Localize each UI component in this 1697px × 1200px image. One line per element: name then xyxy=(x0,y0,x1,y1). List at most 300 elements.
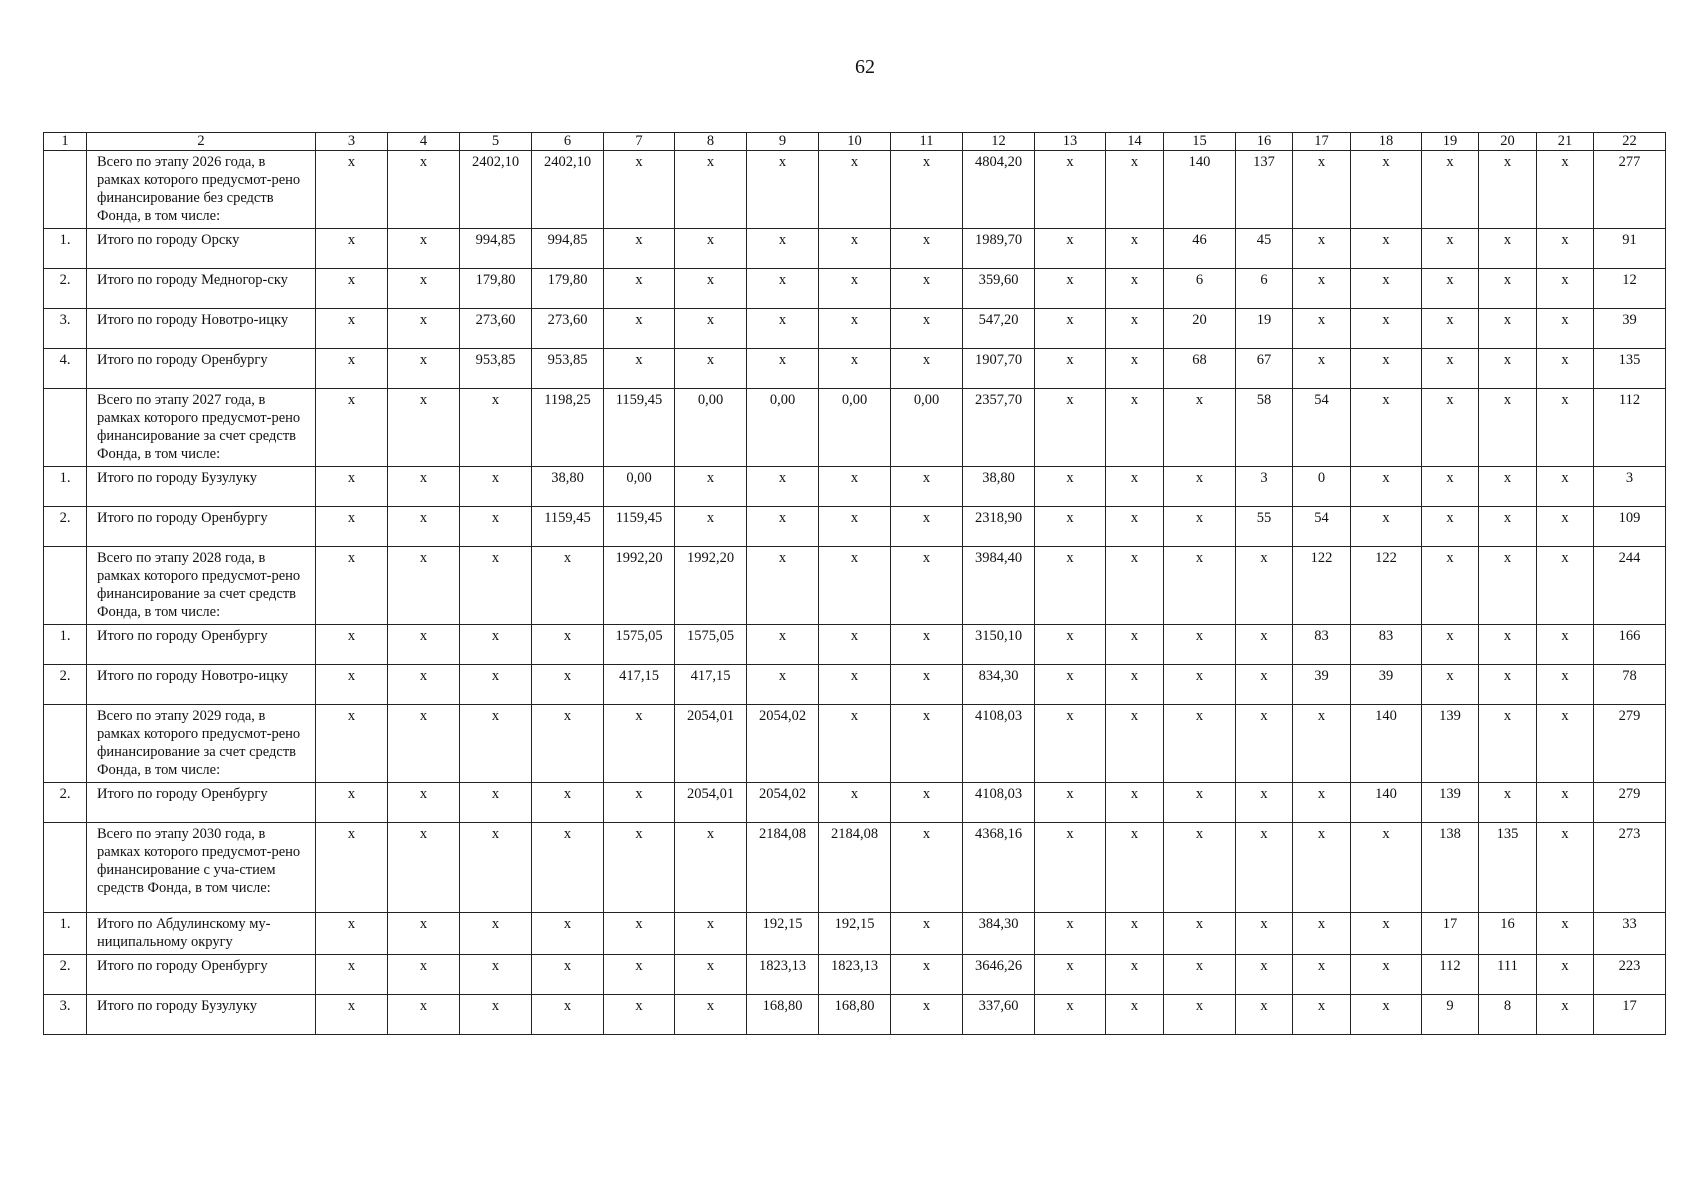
table-cell: 122 xyxy=(1293,547,1351,625)
table-cell: 2054,02 xyxy=(747,705,819,783)
table-cell: х xyxy=(1422,625,1479,665)
table-cell: х xyxy=(604,309,675,349)
table-cell: х xyxy=(316,823,388,913)
table-cell: х xyxy=(675,995,747,1035)
table-cell: х xyxy=(1537,705,1594,783)
table-cell: х xyxy=(1236,995,1293,1035)
table-cell: х xyxy=(1422,229,1479,269)
table-cell: х xyxy=(675,349,747,389)
table-cell: 139 xyxy=(1422,705,1479,783)
table-row xyxy=(44,229,1666,269)
data-table xyxy=(43,132,1666,1035)
table-cell: х xyxy=(891,913,963,955)
table-cell: х xyxy=(1293,955,1351,995)
table-cell: х xyxy=(1293,349,1351,389)
table-cell: 279 xyxy=(1594,705,1666,783)
table-cell: х xyxy=(1479,507,1537,547)
table-cell: х xyxy=(1422,269,1479,309)
header-row xyxy=(44,133,1666,151)
row-name: Итого по городу Оренбургу xyxy=(87,783,316,823)
table-cell: х xyxy=(604,705,675,783)
table-cell: х xyxy=(316,547,388,625)
table-cell: х xyxy=(1236,913,1293,955)
table-cell: х xyxy=(1351,389,1422,467)
table-cell: х xyxy=(891,269,963,309)
table-cell: х xyxy=(1293,913,1351,955)
table-cell: х xyxy=(532,705,604,783)
table-cell: 2054,02 xyxy=(747,783,819,823)
table-cell: х xyxy=(1422,665,1479,705)
table-cell: х xyxy=(1035,151,1106,229)
table-cell: х xyxy=(388,269,460,309)
table-cell: 109 xyxy=(1594,507,1666,547)
table-cell: 3984,40 xyxy=(963,547,1035,625)
table-cell: 1159,45 xyxy=(604,507,675,547)
table-cell: 192,15 xyxy=(819,913,891,955)
table-cell: 1575,05 xyxy=(675,625,747,665)
table-cell: х xyxy=(1164,665,1236,705)
table-cell: х xyxy=(1106,269,1164,309)
table-cell: х xyxy=(819,229,891,269)
table-cell: 1823,13 xyxy=(747,955,819,995)
table-cell: х xyxy=(819,309,891,349)
table-row xyxy=(44,547,1666,625)
column-header: 15 xyxy=(1164,133,1236,151)
table-row xyxy=(44,389,1666,467)
table-row xyxy=(44,309,1666,349)
column-header: 12 xyxy=(963,133,1035,151)
table-cell: х xyxy=(1236,665,1293,705)
table-cell: 547,20 xyxy=(963,309,1035,349)
table-cell: х xyxy=(891,955,963,995)
table-cell: 140 xyxy=(1351,783,1422,823)
table-cell: 2184,08 xyxy=(747,823,819,913)
table-cell: х xyxy=(604,349,675,389)
table-cell: х xyxy=(604,913,675,955)
table-cell: 0 xyxy=(1293,467,1351,507)
column-header: 10 xyxy=(819,133,891,151)
table-cell: 3646,26 xyxy=(963,955,1035,995)
table-cell: 58 xyxy=(1236,389,1293,467)
table-cell: х xyxy=(891,995,963,1035)
table-cell: х xyxy=(1537,507,1594,547)
row-name: Итого по городу Орску xyxy=(87,229,316,269)
table-cell: 834,30 xyxy=(963,665,1035,705)
table-cell: 112 xyxy=(1594,389,1666,467)
column-header: 9 xyxy=(747,133,819,151)
table-cell: х xyxy=(1351,823,1422,913)
table-cell: 39 xyxy=(1594,309,1666,349)
table-cell: 1992,20 xyxy=(604,547,675,625)
table-cell: 17 xyxy=(1594,995,1666,1035)
table-cell: х xyxy=(460,507,532,547)
table-cell: 2054,01 xyxy=(675,705,747,783)
table-cell: х xyxy=(388,823,460,913)
table-cell: х xyxy=(1351,507,1422,547)
row-number: 1. xyxy=(44,625,87,665)
table-cell: х xyxy=(1106,547,1164,625)
table-cell: х xyxy=(1164,913,1236,955)
table-row xyxy=(44,349,1666,389)
table-cell: х xyxy=(1479,625,1537,665)
table-cell: 9 xyxy=(1422,995,1479,1035)
table-cell: х xyxy=(388,705,460,783)
table-row xyxy=(44,913,1666,955)
table-cell: х xyxy=(460,995,532,1035)
table-cell: х xyxy=(1537,467,1594,507)
table-cell: х xyxy=(460,705,532,783)
table-cell: х xyxy=(532,547,604,625)
table-cell: х xyxy=(675,823,747,913)
table-cell: 20 xyxy=(1164,309,1236,349)
column-header: 22 xyxy=(1594,133,1666,151)
table-cell: х xyxy=(460,665,532,705)
table-cell: 140 xyxy=(1164,151,1236,229)
table-cell: х xyxy=(1164,783,1236,823)
table-cell: х xyxy=(1035,783,1106,823)
row-number: 1. xyxy=(44,229,87,269)
table-cell: х xyxy=(460,783,532,823)
table-cell: 46 xyxy=(1164,229,1236,269)
table-cell: 67 xyxy=(1236,349,1293,389)
table-cell: 179,80 xyxy=(532,269,604,309)
table-cell: х xyxy=(1035,467,1106,507)
row-name: Всего по этапу 2027 года, в рамках которого предусмот-рено финансирование за счет средств Фонда, в том числе: xyxy=(87,389,316,467)
table-cell: х xyxy=(891,665,963,705)
table-cell: х xyxy=(675,309,747,349)
table-cell: х xyxy=(460,625,532,665)
column-header: 14 xyxy=(1106,133,1164,151)
table-cell: х xyxy=(1479,783,1537,823)
table-cell: х xyxy=(1106,705,1164,783)
table-cell: х xyxy=(1035,913,1106,955)
table-cell: х xyxy=(891,547,963,625)
table-cell: х xyxy=(1293,783,1351,823)
table-cell: х xyxy=(819,547,891,625)
row-name: Итого по городу Бузулуку xyxy=(87,995,316,1035)
table-cell: х xyxy=(388,665,460,705)
row-name: Всего по этапу 2029 года, в рамках которого предусмот-рено финансирование за счет средств Фонда, в том числе: xyxy=(87,705,316,783)
row-name: Итого по городу Оренбургу xyxy=(87,349,316,389)
table-cell: х xyxy=(532,913,604,955)
table-cell: 4108,03 xyxy=(963,705,1035,783)
table-cell: х xyxy=(891,467,963,507)
table-cell: х xyxy=(1537,309,1594,349)
table-cell: 1198,25 xyxy=(532,389,604,467)
column-header: 20 xyxy=(1479,133,1537,151)
table-cell: х xyxy=(1537,913,1594,955)
table-cell: 0,00 xyxy=(604,467,675,507)
table-cell: х xyxy=(1422,349,1479,389)
table-cell: х xyxy=(1422,151,1479,229)
row-number: 3. xyxy=(44,995,87,1035)
table-cell: 4804,20 xyxy=(963,151,1035,229)
table-cell: 17 xyxy=(1422,913,1479,955)
table-cell: х xyxy=(1537,665,1594,705)
table-cell: х xyxy=(819,467,891,507)
table-cell: х xyxy=(1422,309,1479,349)
table-cell: х xyxy=(1106,995,1164,1035)
table-cell: х xyxy=(1537,995,1594,1035)
table-cell: х xyxy=(316,349,388,389)
table-cell: х xyxy=(316,995,388,1035)
table-cell: х xyxy=(388,995,460,1035)
table-cell: х xyxy=(1422,389,1479,467)
page-number: 62 xyxy=(855,56,875,78)
table-cell: х xyxy=(1106,625,1164,665)
table-cell: 0,00 xyxy=(747,389,819,467)
table-cell: х xyxy=(675,955,747,995)
table-cell: х xyxy=(1422,507,1479,547)
table-cell: х xyxy=(1035,547,1106,625)
table-cell: х xyxy=(388,229,460,269)
table-cell: х xyxy=(1537,625,1594,665)
table-cell: х xyxy=(1035,349,1106,389)
table-row xyxy=(44,823,1666,913)
table-cell: 140 xyxy=(1351,705,1422,783)
table-cell: х xyxy=(1035,955,1106,995)
table-cell: х xyxy=(1422,467,1479,507)
table-row xyxy=(44,151,1666,229)
table-cell: х xyxy=(1351,913,1422,955)
table-cell: 38,80 xyxy=(963,467,1035,507)
table-cell: х xyxy=(1106,507,1164,547)
table-cell: 55 xyxy=(1236,507,1293,547)
table-cell: х xyxy=(819,665,891,705)
table-cell: х xyxy=(604,995,675,1035)
column-header: 17 xyxy=(1293,133,1351,151)
table-cell: 337,60 xyxy=(963,995,1035,1035)
table-row xyxy=(44,955,1666,995)
table-cell: х xyxy=(316,705,388,783)
table-cell: х xyxy=(891,229,963,269)
table-cell: х xyxy=(604,151,675,229)
table-cell: 277 xyxy=(1594,151,1666,229)
table-cell: 953,85 xyxy=(460,349,532,389)
table-cell: х xyxy=(1537,823,1594,913)
table-row xyxy=(44,783,1666,823)
table-cell: 0,00 xyxy=(675,389,747,467)
table-cell: х xyxy=(747,151,819,229)
table-cell: х xyxy=(388,913,460,955)
table-cell: х xyxy=(1106,151,1164,229)
table-cell: х xyxy=(891,823,963,913)
table-cell: х xyxy=(675,269,747,309)
table-cell: х xyxy=(604,955,675,995)
table-cell: х xyxy=(316,507,388,547)
table-cell: х xyxy=(1236,547,1293,625)
table-cell: 1159,45 xyxy=(604,389,675,467)
table-cell: х xyxy=(1479,389,1537,467)
table-cell: 33 xyxy=(1594,913,1666,955)
table-cell: х xyxy=(1035,507,1106,547)
row-number xyxy=(44,389,87,467)
table-cell: х xyxy=(316,229,388,269)
table-cell: х xyxy=(891,309,963,349)
table-cell: х xyxy=(747,309,819,349)
table-cell: х xyxy=(819,625,891,665)
row-number xyxy=(44,823,87,913)
column-header: 16 xyxy=(1236,133,1293,151)
table-cell: х xyxy=(891,625,963,665)
table-cell: х xyxy=(532,625,604,665)
table-cell: х xyxy=(1293,995,1351,1035)
column-header: 3 xyxy=(316,133,388,151)
table-cell: 273 xyxy=(1594,823,1666,913)
table-row xyxy=(44,995,1666,1035)
table-cell: х xyxy=(1293,229,1351,269)
table-cell: х xyxy=(388,955,460,995)
table-cell: х xyxy=(891,151,963,229)
table-cell: х xyxy=(604,269,675,309)
table-cell: х xyxy=(1035,823,1106,913)
table-cell: х xyxy=(1035,625,1106,665)
row-number: 2. xyxy=(44,269,87,309)
row-number: 2. xyxy=(44,665,87,705)
table-cell: 139 xyxy=(1422,783,1479,823)
table-cell: х xyxy=(460,823,532,913)
table-cell: 68 xyxy=(1164,349,1236,389)
table-cell: х xyxy=(1106,783,1164,823)
table-cell: 6 xyxy=(1236,269,1293,309)
table-cell: 39 xyxy=(1293,665,1351,705)
table-cell: 1575,05 xyxy=(604,625,675,665)
table-cell: 16 xyxy=(1479,913,1537,955)
column-header: 13 xyxy=(1035,133,1106,151)
row-number xyxy=(44,151,87,229)
table-cell: х xyxy=(532,955,604,995)
table-cell: х xyxy=(747,625,819,665)
column-header: 1 xyxy=(44,133,87,151)
table-cell: х xyxy=(1351,309,1422,349)
table-cell: х xyxy=(891,507,963,547)
table-cell: 244 xyxy=(1594,547,1666,625)
table-cell: х xyxy=(1351,955,1422,995)
table-cell: 994,85 xyxy=(532,229,604,269)
table-cell: 1159,45 xyxy=(532,507,604,547)
row-number: 4. xyxy=(44,349,87,389)
table-cell: х xyxy=(1479,547,1537,625)
table-cell: 137 xyxy=(1236,151,1293,229)
column-header: 4 xyxy=(388,133,460,151)
row-name: Итого по городу Новотро-ицку xyxy=(87,665,316,705)
table-cell: 359,60 xyxy=(963,269,1035,309)
table-row xyxy=(44,665,1666,705)
table-cell: х xyxy=(1479,229,1537,269)
table-cell: х xyxy=(604,783,675,823)
row-number: 1. xyxy=(44,467,87,507)
table-cell: х xyxy=(675,151,747,229)
table-cell: х xyxy=(819,783,891,823)
table-cell: х xyxy=(388,625,460,665)
table-cell: х xyxy=(388,389,460,467)
table-cell: х xyxy=(1479,665,1537,705)
table-cell: х xyxy=(604,823,675,913)
table-cell: х xyxy=(1035,269,1106,309)
table-cell: х xyxy=(1479,705,1537,783)
table-cell: 417,15 xyxy=(604,665,675,705)
row-name: Итого по городу Оренбургу xyxy=(87,955,316,995)
table-cell: х xyxy=(1035,389,1106,467)
table-cell: х xyxy=(1351,467,1422,507)
table-cell: х xyxy=(675,229,747,269)
table-cell: 2184,08 xyxy=(819,823,891,913)
table-cell: х xyxy=(1164,547,1236,625)
table-cell: х xyxy=(1035,995,1106,1035)
table-cell: х xyxy=(675,507,747,547)
table-cell: 38,80 xyxy=(532,467,604,507)
column-header: 6 xyxy=(532,133,604,151)
table-cell: х xyxy=(1236,783,1293,823)
table-cell: 384,30 xyxy=(963,913,1035,955)
table-cell: 138 xyxy=(1422,823,1479,913)
table-cell: х xyxy=(1106,913,1164,955)
row-name: Итого по городу Медногор-ску xyxy=(87,269,316,309)
table-cell: х xyxy=(1035,309,1106,349)
column-header: 18 xyxy=(1351,133,1422,151)
table-cell: х xyxy=(819,151,891,229)
table-cell: х xyxy=(460,389,532,467)
table-cell: х xyxy=(1164,955,1236,995)
table-cell: х xyxy=(1351,349,1422,389)
table-cell: 1823,13 xyxy=(819,955,891,995)
table-cell: х xyxy=(1035,705,1106,783)
table-cell: 1907,70 xyxy=(963,349,1035,389)
table-cell: х xyxy=(460,547,532,625)
table-cell: х xyxy=(1537,955,1594,995)
table-row xyxy=(44,269,1666,309)
table-cell: 6 xyxy=(1164,269,1236,309)
table-cell: х xyxy=(1035,229,1106,269)
table-cell: х xyxy=(1479,349,1537,389)
table-cell: 279 xyxy=(1594,783,1666,823)
table-cell: х xyxy=(316,309,388,349)
table-cell: х xyxy=(819,269,891,309)
table-cell: 223 xyxy=(1594,955,1666,995)
table-cell: х xyxy=(1106,229,1164,269)
table-cell: х xyxy=(1537,269,1594,309)
table-cell: х xyxy=(819,705,891,783)
table-cell: х xyxy=(891,705,963,783)
table-cell: 111 xyxy=(1479,955,1537,995)
table-cell: 91 xyxy=(1594,229,1666,269)
table-cell: х xyxy=(316,467,388,507)
table-cell: х xyxy=(1164,625,1236,665)
column-header: 2 xyxy=(87,133,316,151)
table-cell: х xyxy=(316,151,388,229)
table-cell: х xyxy=(532,823,604,913)
table-cell: х xyxy=(532,995,604,1035)
table-cell: х xyxy=(747,665,819,705)
table-cell: 417,15 xyxy=(675,665,747,705)
row-number: 3. xyxy=(44,309,87,349)
table-cell: 168,80 xyxy=(819,995,891,1035)
table-cell: х xyxy=(1479,269,1537,309)
table-cell: 168,80 xyxy=(747,995,819,1035)
table-cell: 953,85 xyxy=(532,349,604,389)
column-header: 5 xyxy=(460,133,532,151)
table-cell: х xyxy=(1164,389,1236,467)
row-name: Итого по городу Бузулуку xyxy=(87,467,316,507)
row-name: Итого по Абдулинскому му-ниципальному округу xyxy=(87,913,316,955)
table-cell: 0,00 xyxy=(819,389,891,467)
table-cell: х xyxy=(1106,389,1164,467)
table-cell: х xyxy=(1293,269,1351,309)
table-cell: х xyxy=(460,467,532,507)
row-number: 2. xyxy=(44,507,87,547)
table-cell: х xyxy=(1236,625,1293,665)
row-number xyxy=(44,547,87,625)
